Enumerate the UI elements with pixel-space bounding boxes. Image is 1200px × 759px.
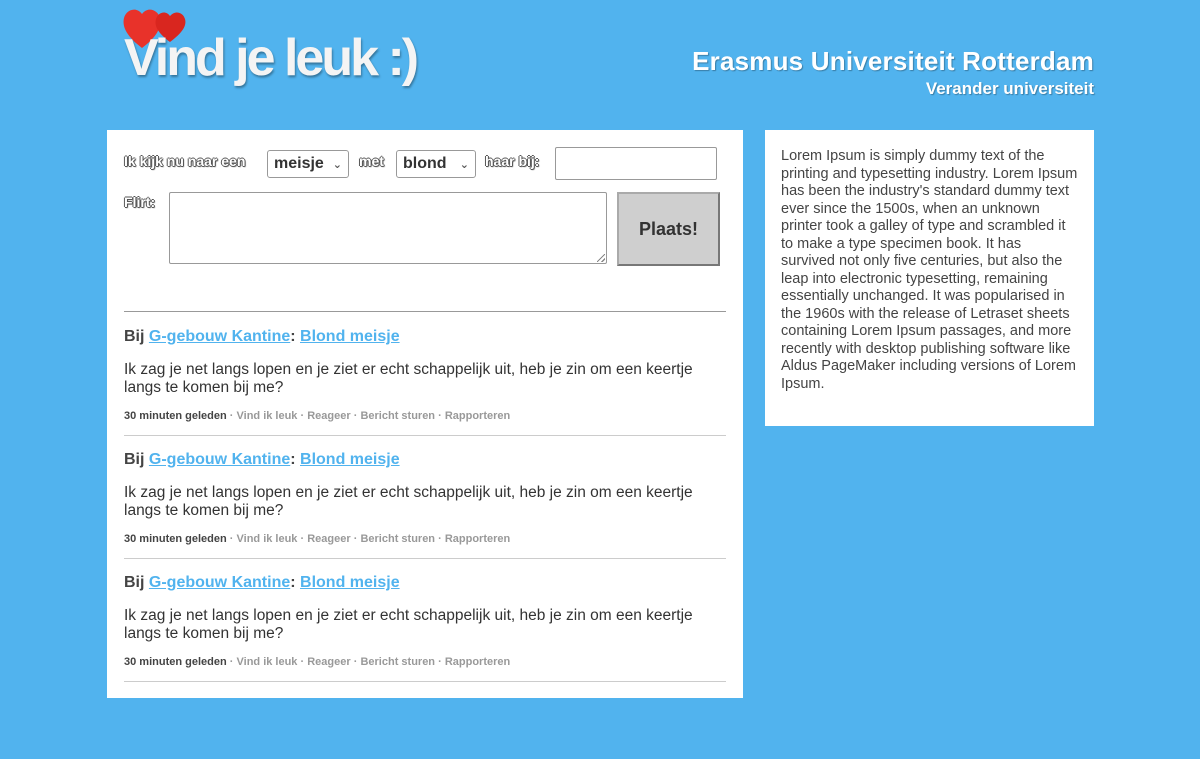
looking-label: Ik kijk nu naar een bbox=[124, 153, 246, 169]
post-heading bbox=[124, 328, 400, 346]
post-subject-link[interactable]: Blond meisje bbox=[300, 574, 400, 591]
report-link[interactable]: Rapporteren bbox=[444, 533, 511, 545]
with-label: met bbox=[359, 153, 384, 169]
university-block bbox=[692, 46, 1094, 99]
meta-separator: · bbox=[438, 656, 442, 668]
chevron-down-icon: ⌄ bbox=[459, 158, 469, 171]
meta-separator: · bbox=[438, 410, 442, 422]
post-location-link[interactable]: G-gebouw Kantine bbox=[148, 451, 291, 468]
post-prefix: Bij bbox=[124, 451, 145, 468]
post-heading-separator: : bbox=[290, 574, 296, 591]
post-meta bbox=[124, 533, 510, 545]
reply-link[interactable]: Reageer bbox=[307, 533, 351, 545]
like-link[interactable]: Vind ik leuk bbox=[236, 410, 298, 422]
post-meta bbox=[124, 410, 510, 422]
post-time: 30 minuten geleden bbox=[124, 656, 227, 668]
post-location-link[interactable]: G-gebouw Kantine bbox=[148, 574, 291, 591]
post-body: Ik zag je net langs lopen en je ziet er echt schappelijk uit, heb je zin om een keertje langs te komen bij me? bbox=[124, 361, 693, 396]
post-heading bbox=[124, 451, 400, 469]
flirt-textarea[interactable] bbox=[169, 192, 607, 264]
university-name: Erasmus Universiteit Rotterdam bbox=[692, 46, 1094, 76]
meta-separator: · bbox=[229, 533, 234, 545]
gender-select[interactable] bbox=[267, 150, 349, 178]
post-meta bbox=[124, 656, 510, 668]
meta-separator: · bbox=[229, 410, 234, 422]
meta-separator: · bbox=[438, 533, 442, 545]
meta-separator: · bbox=[353, 533, 358, 545]
post-body: Ik zag je net langs lopen en je ziet er echt schappelijk uit, heb je zin om een keertje langs te komen bij me? bbox=[124, 484, 693, 519]
change-university-link[interactable]: Verander universiteit bbox=[925, 79, 1094, 98]
flirt-label: Flirt: bbox=[124, 194, 156, 210]
post-prefix: Bij bbox=[124, 574, 145, 591]
hair-select-value: blond bbox=[403, 155, 447, 172]
send-message-link[interactable]: Bericht sturen bbox=[360, 410, 436, 422]
post-location-link[interactable]: G-gebouw Kantine bbox=[148, 328, 291, 345]
hair-select[interactable] bbox=[396, 150, 476, 178]
sidebar-panel bbox=[765, 130, 1094, 426]
chevron-down-icon: ⌄ bbox=[332, 158, 342, 171]
like-link[interactable]: Vind ik leuk bbox=[236, 656, 298, 668]
meta-separator: · bbox=[229, 656, 234, 668]
like-link[interactable]: Vind ik leuk bbox=[236, 533, 298, 545]
report-link[interactable]: Rapporteren bbox=[444, 410, 511, 422]
meta-separator: · bbox=[300, 410, 305, 422]
send-message-link[interactable]: Bericht sturen bbox=[360, 656, 436, 668]
reply-link[interactable]: Reageer bbox=[307, 656, 351, 668]
list-item bbox=[124, 435, 726, 559]
list-item bbox=[124, 312, 726, 436]
meta-separator: · bbox=[353, 410, 358, 422]
post-subject-link[interactable]: Blond meisje bbox=[300, 451, 400, 468]
report-link[interactable]: Rapporteren bbox=[444, 656, 511, 668]
meta-separator: · bbox=[300, 656, 305, 668]
reply-link[interactable]: Reageer bbox=[307, 410, 351, 422]
main-panel bbox=[107, 130, 743, 698]
post-heading bbox=[124, 574, 400, 592]
post-button[interactable]: Plaats! bbox=[617, 192, 720, 266]
post-body: Ik zag je net langs lopen en je ziet er echt schappelijk uit, heb je zin om een keertje langs te komen bij me? bbox=[124, 607, 693, 642]
post-subject-link[interactable]: Blond meisje bbox=[300, 328, 400, 345]
post-heading-separator: : bbox=[290, 328, 296, 345]
location-input[interactable] bbox=[555, 147, 717, 180]
post-heading-separator: : bbox=[290, 451, 296, 468]
site-logo[interactable]: Vind je leuk :) bbox=[124, 29, 417, 87]
list-item bbox=[124, 558, 726, 682]
filter-row bbox=[124, 147, 726, 181]
post-time: 30 minuten geleden bbox=[124, 533, 227, 545]
sidebar-text: Lorem Ipsum is simply dummy text of the printing and typesetting industry. Lorem Ipsum has been the industry's standard dummy text ever since the 1500s, when an unknown printer took a galley of type and scrambled it to make a type specimen book. It has survived not only five centuries, but also the leap into electronic typesetting, remaining essentially unchanged. It was popularised in the 1960s with the release of Letraset sheets containing Lorem Ipsum passages, and more recently with desktop publishing software like Aldus PageMaker including versions of Lorem Ipsum. bbox=[781, 148, 1078, 392]
meta-separator: · bbox=[300, 533, 305, 545]
gender-select-value: meisje bbox=[274, 155, 324, 172]
post-prefix: Bij bbox=[124, 328, 145, 345]
hair-at-label: haar bij: bbox=[485, 153, 540, 169]
send-message-link[interactable]: Bericht sturen bbox=[360, 533, 436, 545]
post-time: 30 minuten geleden bbox=[124, 410, 227, 422]
resize-grip-icon[interactable] bbox=[597, 254, 605, 262]
meta-separator: · bbox=[353, 656, 358, 668]
